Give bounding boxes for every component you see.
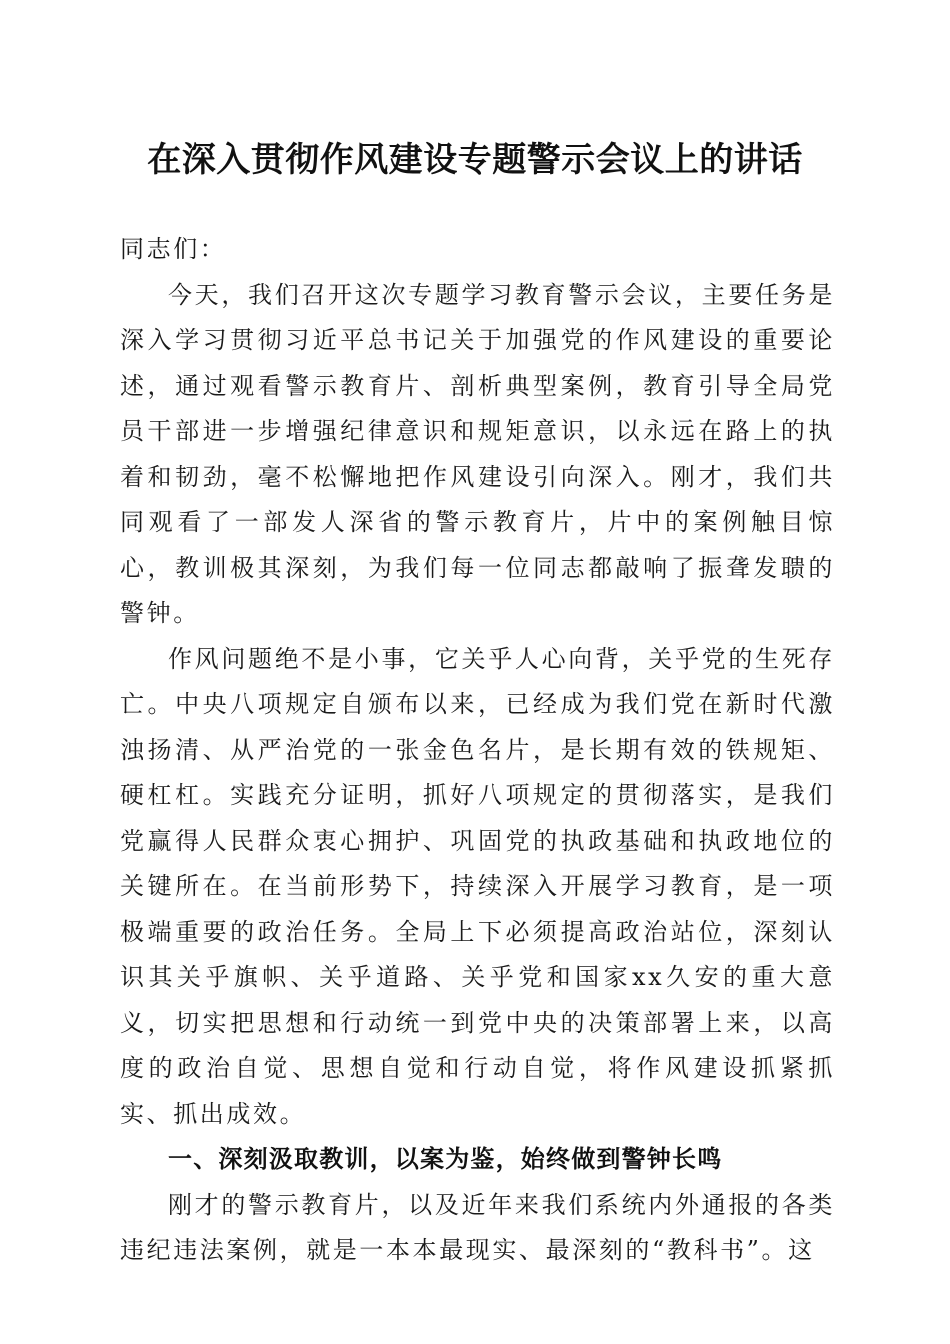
document-title: 在深入贯彻作风建设专题警示会议上的讲话 xyxy=(147,140,803,180)
paragraph-intro: 今天，我们召开这次专题学习教育警示会议，主要任务是深入学习贯彻习近平总书记关于加强党的作风建设的重要论述，通过观看警示教育片、剖析典型案例，教育引导全局党员干部进一步增强纪律意识和规矩意识，以永远在路上的执着和韧劲，毫不松懈地把作风建设引向深入。刚才，我们共同观看了一部发人深省的警示教育片，片中的案例触目惊心，教训极其深刻，为我们每一位同志都敲响了振聋发聩的警钟。 xyxy=(120,280,835,627)
greeting: 同志们： xyxy=(120,235,227,263)
section-heading-1: 一、深刻汲取教训，以案为鉴，始终做到警钟长鸣 xyxy=(168,1145,723,1173)
document-body xyxy=(120,227,835,1274)
paragraph-importance: 作风问题绝不是小事，它关乎人心向背，关乎党的生死存亡。中央八项规定自颁布以来，已经成为我们党在新时代激浊扬清、从严治党的一张金色名片，是长期有效的铁规矩、硬杠杠。实践充分证明，抓好八项规定的贯彻落实，是我们党赢得人民群众衷心拥护、巩固党的执政基础和执政地位的关键所在。在当前形势下，持续深入开展学习教育，是一项极端重要的政治任务。全局上下必须提高政治站位，深刻认识其关乎旗帜、关乎道路、关乎党和国家xx久安的重大意义，切实把思想和行动统一到党中央的决策部署上来，以高度的政治自觉、思想自觉和行动自觉，将作风建设抓紧抓实、抓出成效。 xyxy=(120,644,835,1128)
section-1-paragraph: 刚才的警示教育片，以及近年来我们系统内外通报的各类违纪违法案例，就是一本本最现实、最深刻的“教科书”。这 xyxy=(120,1190,835,1264)
